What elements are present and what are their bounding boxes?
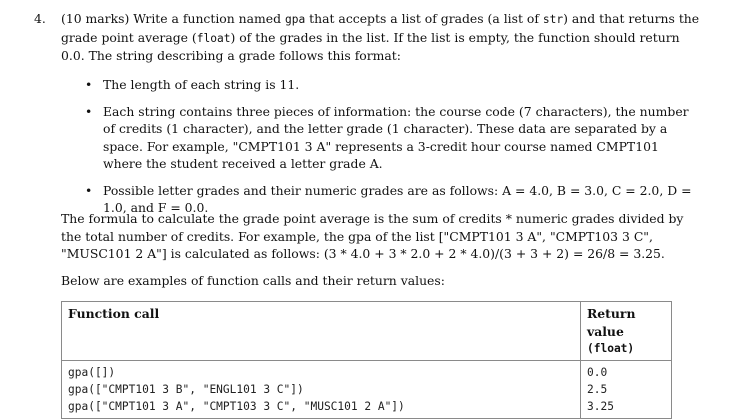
header-return-value xyxy=(581,302,672,361)
intro-text-2: that accepts a list of grades (a list of xyxy=(305,11,543,26)
table-header-row xyxy=(62,302,672,361)
bullet-text: Possible letter grades and their numeric grades are as follows: A = 4.0, B = 3.0, C = 2.0, D = 1.0, and F = 0.0. xyxy=(103,182,692,215)
bullet-dot-icon: • xyxy=(85,77,93,92)
bullet-dot-icon: • xyxy=(85,103,93,119)
intro-text-1: (10 marks) Write a function named xyxy=(61,11,286,26)
format-bullet-list xyxy=(61,76,701,226)
question-intro xyxy=(61,10,701,65)
return-value: 3.25 xyxy=(587,399,614,413)
function-calls-cell xyxy=(62,360,581,418)
return-value: 2.5 xyxy=(587,382,608,396)
question-number: 4. xyxy=(34,11,46,26)
call-line: gpa(["CMPT101 3 A", "CMPT103 3 C", "MUSC101 2 A"]) xyxy=(68,399,405,413)
return-value: 0.0 xyxy=(587,365,608,379)
intro-text-3: ) and that returns the grade point average ( xyxy=(61,11,700,45)
formula-paragraph: The formula to calculate the grade point average is the sum of credits * numeric grades divided by the total number of credits. For example, the gpa of the list ["CMPT101 3 A", "CMPT103 3 C", "MUSC101 2 A"] is calculated as follows: (3 * 4.0 + 3 * 2.0 + 2 * 4.0)/(3 + 3 + 2) = 26/8 = 3.25. xyxy=(61,211,684,261)
intro-text-4: ) of the grades in the list. If the list is empty, the function should return 0.0. The string describing a grade follows this format: xyxy=(61,29,680,63)
type-float-code: float xyxy=(196,31,231,45)
bullet-item xyxy=(61,76,701,94)
header-return-type: (float) xyxy=(587,342,635,355)
examples-table xyxy=(61,301,672,419)
examples-intro: Below are examples of function calls and their return values: xyxy=(61,273,445,288)
function-name-code: gpa xyxy=(285,13,306,26)
return-values-cell xyxy=(581,360,672,418)
type-str-code: str xyxy=(542,13,564,26)
bullet-item xyxy=(61,103,701,173)
table-body-row xyxy=(62,360,672,418)
bullet-text: Each string contains three pieces of information: the course code (7 characters), the number of credits (1 character), and the letter grade (1 character). These data are separated by a space. For example, "CMPT101 3 A" represents a 3-credit hour course named CMPT101 where the student received a letter grade A. xyxy=(103,103,689,171)
header-return-label: Return value xyxy=(587,306,636,339)
bullet-dot-icon: • xyxy=(85,182,93,198)
call-line: gpa(["CMPT101 3 B", "ENGL101 3 C"]) xyxy=(68,382,304,396)
header-function-call: Function call xyxy=(62,302,581,361)
bullet-text: The length of each string is 11. xyxy=(103,77,300,92)
call-line: gpa([]) xyxy=(68,365,116,379)
